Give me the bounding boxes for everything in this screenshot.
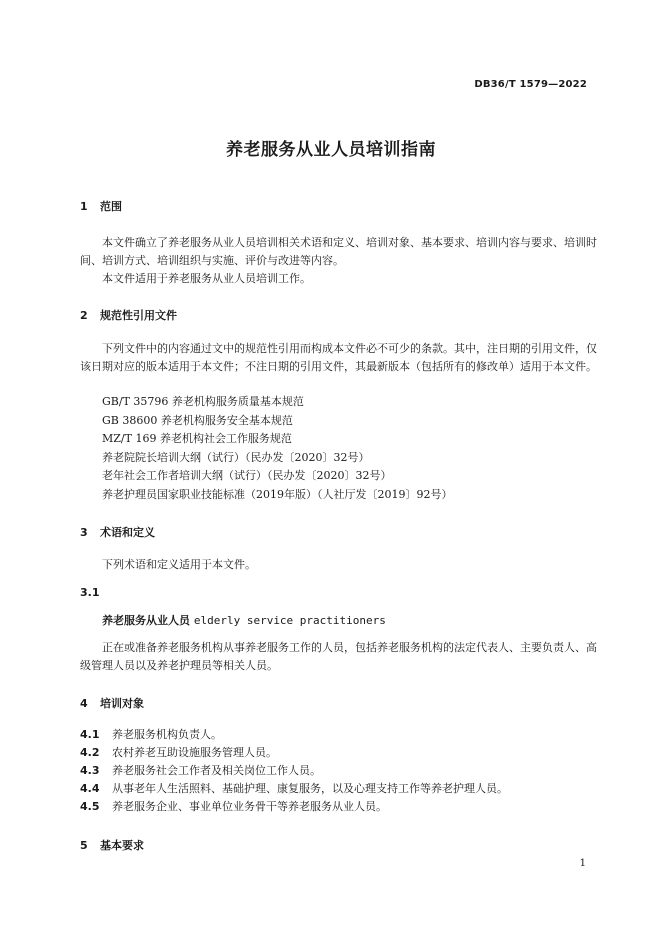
list-item-text: 从事老年人生活照料、基础护理、康复服务，以及心理支持工作等养老护理人员。	[112, 782, 508, 795]
reference-item: GB 38600 养老机构服务安全基本规范	[102, 413, 293, 427]
list-item	[80, 798, 600, 816]
section-number: 1	[80, 200, 88, 213]
list-item	[80, 780, 600, 798]
term-chinese: 养老服务从业人员	[102, 614, 190, 627]
section-3-intro	[80, 556, 600, 574]
section-number: 4	[80, 697, 88, 710]
section-number: 2	[80, 309, 88, 322]
paragraph: 本文件确立了养老服务从业人员培训相关术语和定义、培训对象、基本要求、培训内容与要求、培训时间、培训方式、培训组织与实施、评价与改进等内容。	[80, 236, 597, 267]
section-number: 3	[80, 526, 88, 539]
page-number: 1	[579, 858, 586, 869]
term-definition	[80, 639, 600, 675]
reference-item: MZ/T 169 养老机构社会工作服务规范	[102, 432, 292, 445]
normative-references	[80, 393, 600, 504]
section-title: 基本要求	[100, 839, 144, 852]
list-item-number: 4.2	[80, 746, 100, 759]
section-3-heading	[80, 524, 600, 540]
list-item	[80, 762, 600, 780]
list-item-text: 养老服务企业、事业单位业务骨干等养老服务从业人员。	[112, 800, 387, 813]
section-title: 范围	[100, 200, 122, 213]
paragraph: 下列文件中的内容通过文中的规范性引用而构成本文件必不可少的条款。其中，注日期的引用文件，仅该日期对应的版本适用于本文件；不注日期的引用文件，其最新版本（包括所有的修改单）适用于本文件。	[80, 342, 597, 373]
section-1-body	[80, 234, 600, 288]
term-number: 3.1	[80, 586, 100, 599]
list-item-text: 养老服务社会工作者及相关岗位工作人员。	[112, 764, 321, 777]
list-item	[80, 744, 600, 762]
section-2-body	[80, 340, 600, 376]
section-4-heading	[80, 695, 600, 711]
document-title: 养老服务从业人员培训指南	[226, 140, 436, 160]
training-target-list	[80, 726, 600, 816]
reference-item: 老年社会工作者培训大纲（试行）（民办发〔2020〕32号）	[102, 469, 392, 482]
list-item	[80, 726, 600, 744]
section-2-heading	[80, 307, 600, 323]
paragraph: 本文件适用于养老服务从业人员培训工作。	[102, 272, 311, 285]
reference-item: GB/T 35796 养老机构服务质量基本规范	[102, 395, 304, 408]
list-item-number: 4.4	[80, 782, 100, 795]
section-title: 术语和定义	[100, 526, 155, 539]
reference-item: 养老护理员国家职业技能标准（2019年版）（人社厅发〔2019〕92号）	[102, 487, 453, 501]
paragraph: 下列术语和定义适用于本文件。	[102, 558, 256, 571]
section-number: 5	[80, 839, 88, 852]
section-title: 培训对象	[100, 697, 144, 710]
list-item-number: 4.3	[80, 764, 100, 777]
section-1-heading	[80, 198, 600, 214]
paragraph: 正在或准备养老服务机构从事养老服务工作的人员，包括养老服务机构的法定代表人、主要负责人、高级管理人员以及养老护理员等相关人员。	[80, 641, 597, 672]
list-item-text: 农村养老互助设施服务管理人员。	[112, 746, 277, 759]
section-5-heading	[80, 837, 600, 853]
term-english: elderly service practitioners	[193, 614, 386, 627]
document-code: DB36/T 1579—2022	[474, 79, 587, 90]
list-item-number: 4.1	[80, 728, 100, 741]
term-entry	[80, 612, 622, 628]
list-item-number: 4.5	[80, 800, 100, 813]
reference-item: 养老院院长培训大纲（试行）（民办发〔2020〕32号）	[102, 450, 370, 464]
list-item-text: 养老服务机构负责人。	[112, 728, 222, 741]
section-title: 规范性引用文件	[100, 309, 177, 322]
